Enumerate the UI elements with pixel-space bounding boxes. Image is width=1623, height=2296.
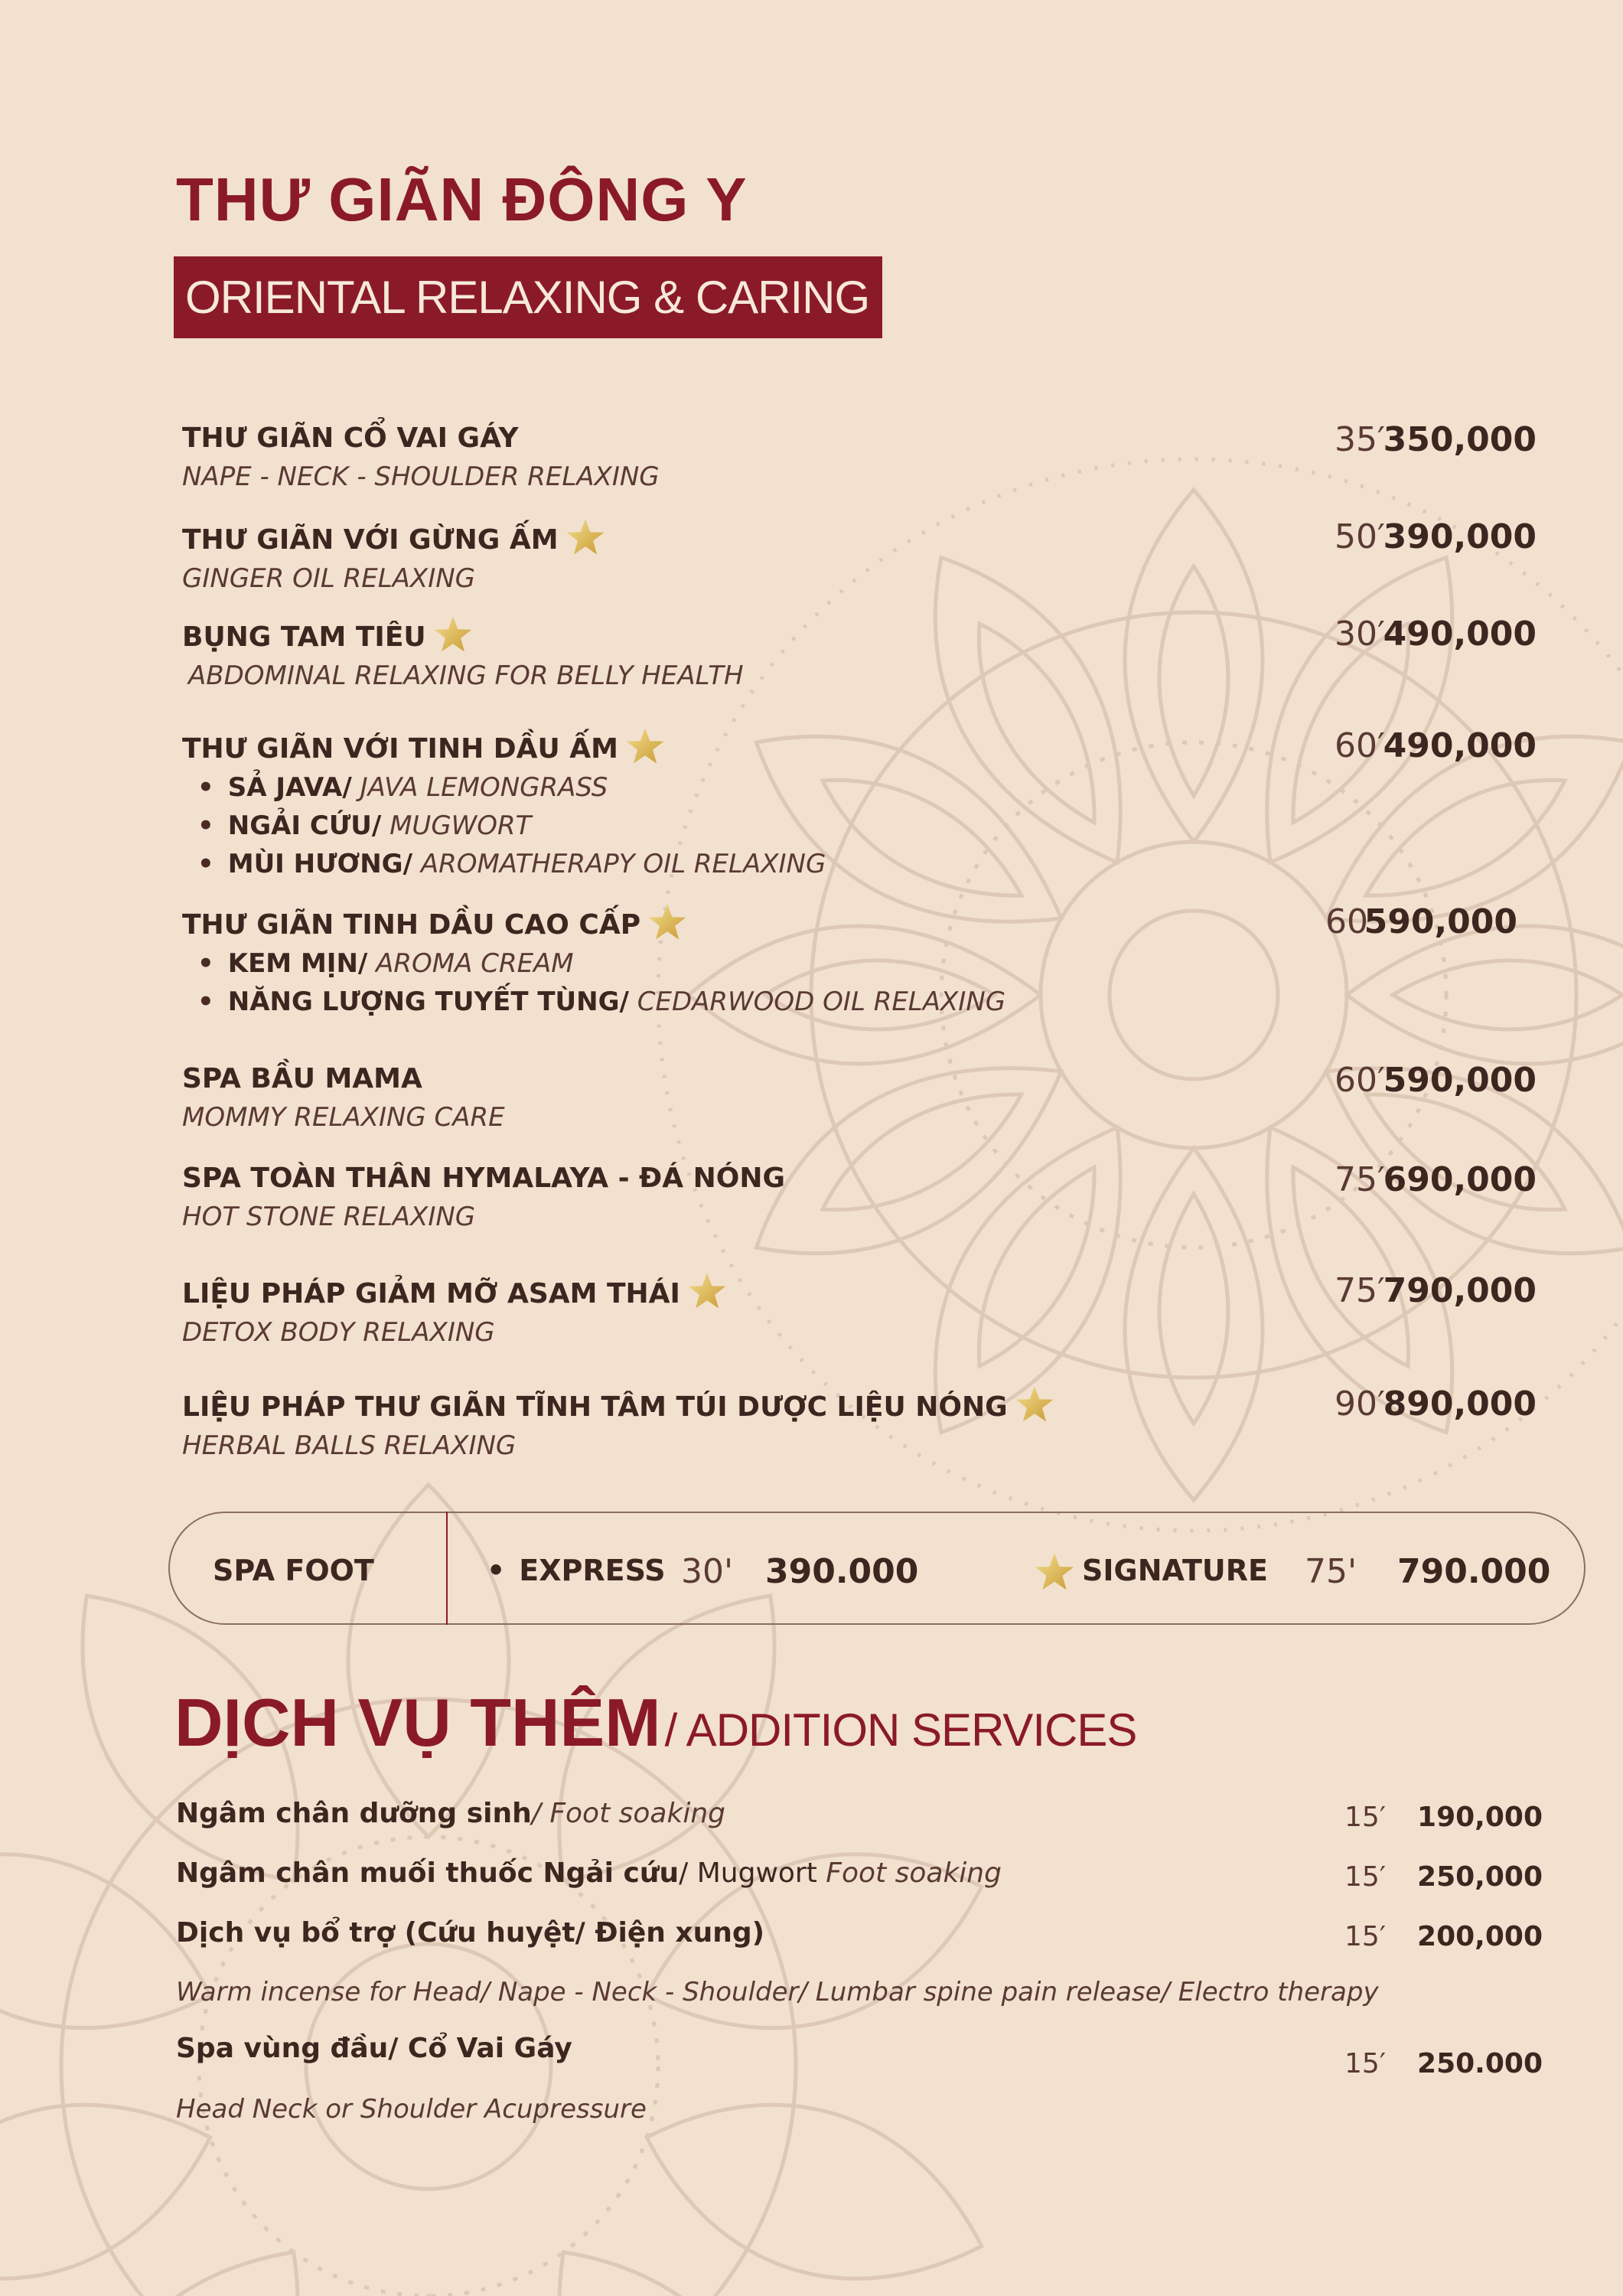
menu-item-herbal-balls [182,1384,1559,1465]
item-price: 590,000 [1383,1061,1537,1100]
addon-price: 190,000 [1417,1802,1543,1833]
page-title: THƯ GIÃN ĐÔNG Y [176,165,748,233]
spa-foot-express: • EXPRESS [487,1554,666,1587]
addon-title-en: / ADDITION SERVICES [664,1704,1137,1756]
item-subtitle: HERBAL BALLS RELAXING [182,1430,517,1461]
star-icon [1014,1384,1055,1425]
item-price: 390,000 [1383,517,1537,556]
item-price: 590,000 [1364,902,1517,941]
item-price: 690,000 [1383,1160,1537,1199]
addon-row: Ngâm chân muối thuốc Ngải cứu/ Mugwort Foot soaking 15′ 250,000 [176,1854,1553,1893]
item-name: LIỆU PHÁP THƯ GIÃN TĨNH TÂM TÚI DƯỢC LIỆU NÓNG [182,1391,1008,1423]
item-name: THƯ GIÃN VỚI GỪNG ẤM [182,524,559,556]
addon-row: Spa vùng đầu/ Cổ Vai Gáy 15′ 250.000 [176,2030,1553,2068]
option-row: • SẢ JAVA/ JAVA LEMONGRASS [197,772,608,803]
item-price: 790,000 [1383,1271,1537,1310]
menu-item-mommy [182,1060,1559,1137]
star-icon [624,726,666,767]
item-subtitle: ABDOMINAL RELAXING FOR BELLY HEALTH [188,660,744,691]
item-price: 350,000 [1383,420,1537,459]
item-subtitle: MOMMY RELAXING CARE [182,1102,505,1133]
item-duration: 60′ [1325,902,1376,941]
addon-title-vi: DỊCH VỤ THÊM [174,1684,661,1760]
item-name: THƯ GIÃN VỚI TINH DẦU ẤM [182,733,618,765]
addon-duration: 15′ [1344,1921,1386,1952]
signature-duration: 75' [1305,1552,1357,1591]
star-icon [565,517,606,558]
addon-price: 250,000 [1417,1861,1543,1893]
signature-price: 790.000 [1397,1552,1551,1591]
item-duration: 35′ [1335,420,1385,459]
addon-duration: 15′ [1344,1861,1386,1893]
menu-item-abdominal [182,614,1559,695]
addon-row: Dịch vụ bổ trợ (Cứu huyệt/ Điện xung) 15′ 200,000 [176,1914,1553,1952]
menu-item-premium-oil [182,902,1559,1021]
spa-foot-divider [446,1512,448,1625]
express-price: 390.000 [765,1552,919,1591]
star-icon [432,614,474,655]
option-row: • NĂNG LƯỢNG TUYẾT TÙNG/ CEDARWOOD OIL RELAXING [197,987,1006,1017]
item-name: THƯ GIÃN TINH DẦU CAO CẤP [182,909,641,941]
menu-item-warm-essential-oil [182,726,1559,883]
item-name: SPA TOÀN THÂN HYMALAYA - ĐÁ NÓNG [182,1163,786,1194]
item-duration: 75′ [1335,1160,1385,1199]
menu-item-detox [182,1270,1559,1352]
item-duration: 90′ [1335,1384,1385,1424]
option-row: • KEM MỊN/ AROMA CREAM [197,948,574,979]
item-name: LIỆU PHÁP GIẢM MỠ ASAM THÁI [182,1278,680,1309]
item-duration: 50′ [1335,517,1385,556]
item-subtitle: GINGER OIL RELAXING [182,563,476,594]
star-icon [686,1270,728,1312]
express-label: EXPRESS [519,1554,666,1587]
addon-duration: 15′ [1344,2048,1386,2079]
addon-note: Head Neck or Shoulder Acupressure [176,2094,647,2125]
option-row: • NGẢI CỨU/ MUGWORT [197,810,532,841]
item-subtitle: NAPE - NECK - SHOULDER RELAXING [182,461,660,492]
item-duration: 60′ [1335,726,1385,765]
page-subtitle-banner [174,256,882,338]
menu-item-hot-stone [182,1159,1559,1236]
star-icon [647,902,688,943]
addon-duration: 15′ [1344,1802,1386,1833]
spa-foot-label: SPA FOOT [213,1554,374,1587]
item-duration: 60′ [1335,1061,1385,1100]
item-price: 490,000 [1383,615,1537,654]
signature-label: SIGNATURE [1082,1554,1268,1587]
addon-price: 250.000 [1417,2048,1543,2079]
item-price: 890,000 [1383,1384,1537,1424]
menu-item-nape-neck-shoulder [182,419,1559,496]
item-duration: 75′ [1335,1271,1385,1310]
addon-note: Warm incense for Head/ Nape - Neck - Shoulder/ Lumbar spine pain release/ Electro therapy [176,1977,1379,2007]
option-row: • MÙI HƯƠNG/ AROMATHERAPY OIL RELAXING [197,849,826,879]
item-duration: 30′ [1335,615,1385,654]
page-subtitle: ORIENTAL RELAXING & CARING [185,272,870,323]
addon-price: 200,000 [1417,1921,1543,1952]
item-name: SPA BẦU MAMA [182,1063,422,1094]
item-price: 490,000 [1383,726,1537,765]
star-icon [1033,1551,1076,1593]
item-subtitle: HOT STONE RELAXING [182,1202,476,1232]
item-subtitle: DETOX BODY RELAXING [182,1317,495,1348]
item-name: THƯ GIÃN CỔ VAI GÁY [182,422,519,454]
express-duration: 30' [681,1552,734,1591]
addon-section-title [174,1684,1136,1762]
item-name: BỤNG TAM TIÊU [182,621,426,653]
addon-row: Ngâm chân dưỡng sinh/ Foot soaking 15′ 190,000 [176,1795,1553,1833]
menu-item-ginger-oil [182,517,1559,598]
